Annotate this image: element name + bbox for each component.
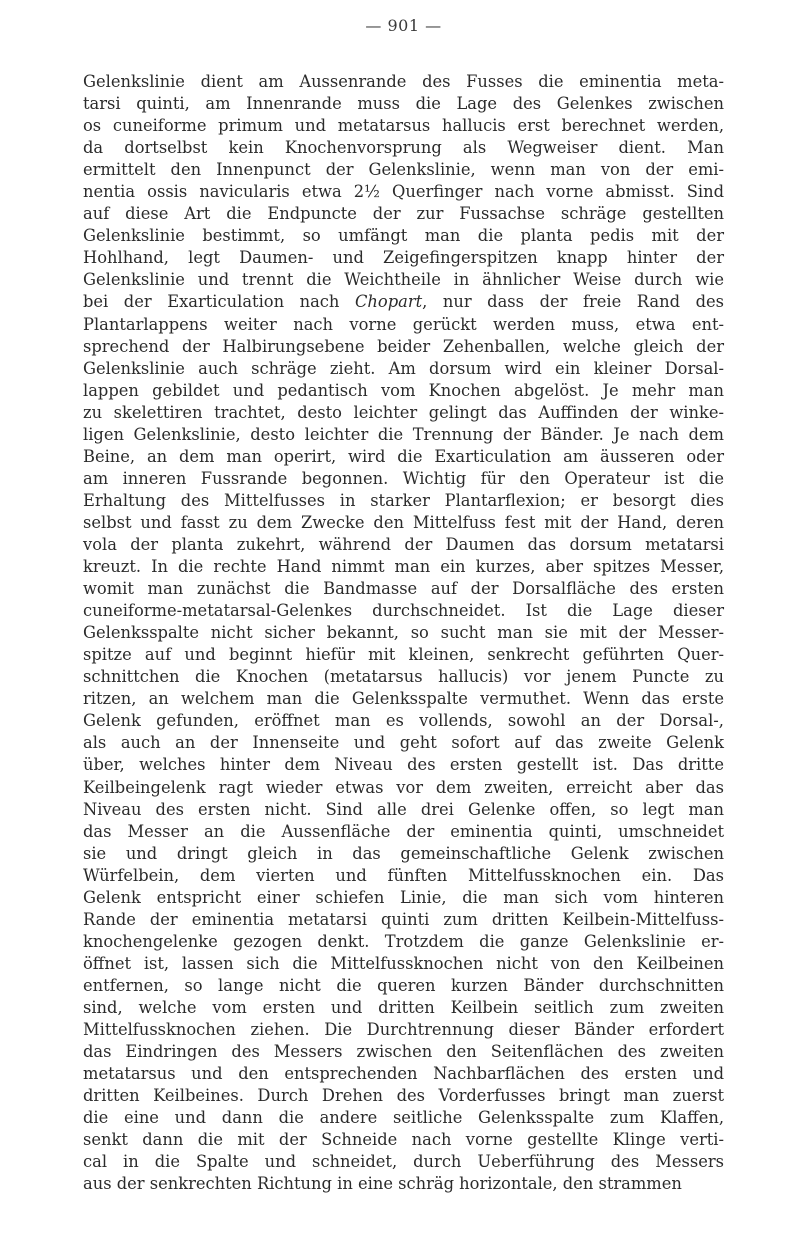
text-line: Beine, an dem man operirt, wird die Exarticulation am äusseren oder	[83, 446, 724, 466]
body-paragraph	[83, 71, 724, 1195]
text-line: schnittchen die Knochen (metatarsus hallucis) vor jenem Puncte zu	[83, 667, 724, 687]
text-line: Mittelfussknochen ziehen. Die Durchtrennung dieser Bänder erfordert	[83, 1020, 724, 1040]
page-number: — 901 —	[365, 16, 442, 35]
text-line: selbst und fasst zu dem Zwecke den Mittelfuss fest mit der Hand, deren	[83, 512, 724, 532]
text-line: dritten Keilbeines. Durch Drehen des Vorderfusses bringt man zuerst	[83, 1086, 724, 1106]
text-line: Erhaltung des Mittelfusses in starker Plantarflexion; er besorgt dies	[83, 490, 724, 510]
text-line: ritzen, an welchem man die Gelenksspalte vermuthet. Wenn das erste	[83, 689, 724, 709]
text-line: spitze auf und beginnt hiefür mit kleinen, senkrecht geführten Quer-	[83, 645, 724, 665]
text-line: aus der senkrechten Richtung in eine schräg horizontale, den strammen	[83, 1174, 682, 1194]
text-line: Gelenksspalte nicht sicher bekannt, so sucht man sie mit der Messer-	[83, 623, 724, 643]
text-line: metatarsus und den entsprechenden Nachbarflächen des ersten und	[83, 1064, 724, 1084]
text-line: zu skelettiren trachtet, desto leichter gelingt das Auffinden der winke-	[83, 402, 724, 422]
text-line: kreuzt. In die rechte Hand nimmt man ein kurzes, aber spitzes Messer,	[83, 557, 724, 577]
text-segment: , nur dass der freie Rand des	[422, 292, 724, 312]
text-line: Würfelbein, dem vierten und fünften Mittelfussknochen ein. Das	[83, 865, 724, 885]
text-line: ermittelt den Innenpunct der Gelenkslinie, wenn man von der emi-	[83, 160, 724, 180]
text-line: tarsi quinti, am Innenrande muss die Lage des Gelenkes zwischen	[83, 94, 724, 114]
text-line: lappen gebildet und pedantisch vom Knochen abgelöst. Je mehr man	[83, 380, 724, 400]
text-segment: bei der Exarticulation nach	[83, 292, 355, 312]
text-line: Hohlhand, legt Daumen- und Zeigefingerspitzen knapp hinter der	[83, 248, 724, 268]
text-line: über, welches hinter dem Niveau des ersten gestellt ist. Das dritte	[83, 755, 724, 775]
text-line: vola der planta zukehrt, während der Daumen das dorsum metatarsi	[83, 534, 724, 554]
text-line: Gelenkslinie dient am Aussenrande des Fusses die eminentia meta-	[83, 72, 724, 91]
text-line: das Messer an die Aussenfläche der eminentia quinti, umschneidet	[83, 821, 724, 841]
text-line: Gelenkslinie und trennt die Weichtheile in ähnlicher Weise durch wie	[83, 270, 724, 290]
text-line: nentia ossis navicularis etwa 2½ Querfinger nach vorne abmisst. Sind	[83, 182, 724, 202]
text-line: os cuneiforme primum und metatarsus hallucis erst berechnet werden,	[83, 116, 724, 136]
text-line: Gelenkslinie bestimmt, so umfängt man die planta pedis mit der	[83, 226, 724, 246]
text-line: am inneren Fussrande begonnen. Wichtig für den Operateur ist die	[83, 468, 724, 488]
text-line: knochengelenke gezogen denkt. Trotzdem die ganze Gelenkslinie er-	[83, 931, 724, 951]
text-line: da dortselbst kein Knochenvorsprung als Wegweiser dient. Man	[83, 138, 724, 158]
text-line: als auch an der Innenseite und geht sofort auf das zweite Gelenk	[83, 733, 724, 753]
text-line: ligen Gelenkslinie, desto leichter die Trennung der Bänder. Je nach dem	[83, 424, 724, 444]
text-line: Gelenk entspricht einer schiefen Linie, die man sich vom hinteren	[83, 887, 724, 907]
text-line: senkt dann die mit der Schneide nach vorne gestellte Klinge verti-	[83, 1130, 724, 1150]
author-name-chopart: Chopart	[354, 292, 423, 312]
text-line: Rande der eminentia metatarsi quinti zum dritten Keilbein-Mittelfuss-	[83, 909, 724, 929]
text-line: auf diese Art die Endpuncte der zur Fussachse schräge gestellten	[83, 204, 724, 224]
text-line: sprechend der Halbirungsebene beider Zehenballen, welche gleich der	[83, 336, 724, 356]
text-line: Niveau des ersten nicht. Sind alle drei Gelenke offen, so legt man	[83, 799, 724, 819]
text-line: die eine und dann die andere seitliche Gelenksspalte zum Klaffen,	[83, 1108, 724, 1128]
text-line-chopart	[83, 291, 724, 313]
text-line: Gelenkslinie auch schräge zieht. Am dorsum wird ein kleiner Dorsal-	[83, 358, 724, 378]
text-line: sie und dringt gleich in das gemeinschaftliche Gelenk zwischen	[83, 843, 724, 863]
text-line: womit man zunächst die Bandmasse auf der Dorsalfläche des ersten	[83, 579, 724, 599]
text-line: cal in die Spalte und schneidet, durch Ueberführung des Messers	[83, 1152, 724, 1172]
text-line: öffnet ist, lassen sich die Mittelfussknochen nicht von den Keilbeinen	[83, 953, 724, 973]
text-line: Plantarlappens weiter nach vorne gerückt werden muss, etwa ent-	[83, 314, 724, 334]
text-line: cuneiforme-metatarsal-Gelenkes durchschneidet. Ist die Lage dieser	[83, 601, 724, 621]
text-line: das Eindringen des Messers zwischen den Seitenflächen des zweiten	[83, 1042, 724, 1062]
text-line: Gelenk gefunden, eröffnet man es vollends, sowohl an der Dorsal-,	[83, 711, 724, 731]
text-line: sind, welche vom ersten und dritten Keilbein seitlich zum zweiten	[83, 997, 724, 1017]
text-line: Keilbeingelenk ragt wieder etwas vor dem zweiten, erreicht aber das	[83, 777, 724, 797]
text-line: entfernen, so lange nicht die queren kurzen Bänder durchschnitten	[83, 975, 724, 995]
